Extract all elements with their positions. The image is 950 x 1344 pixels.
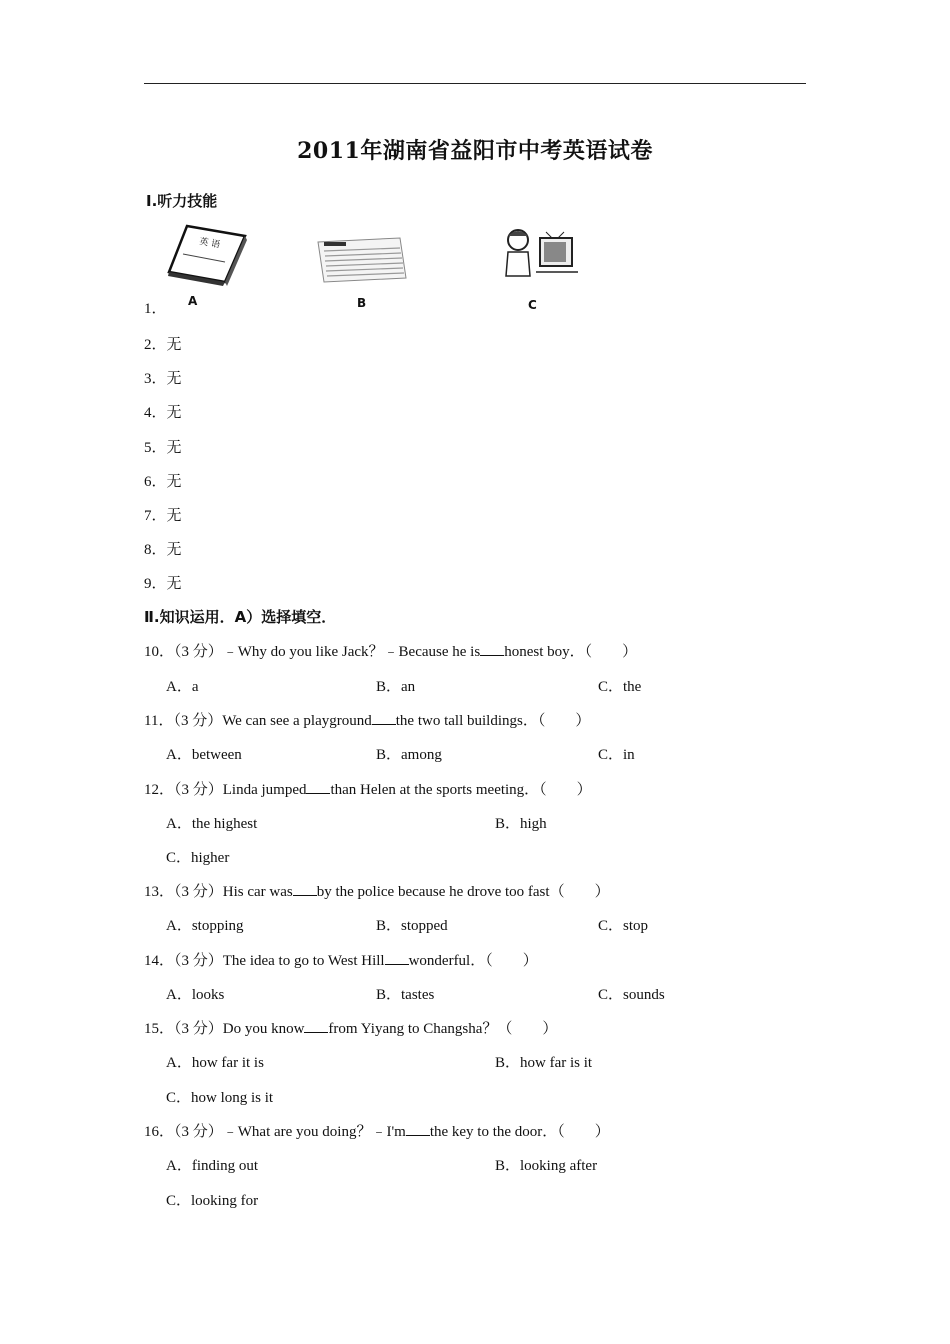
option-c: C．looking for (166, 1193, 259, 1209)
option-b: B．looking after (495, 1158, 598, 1174)
item-number: 6． (144, 474, 167, 490)
answer-blank (480, 641, 504, 656)
question-text-tail: the key to the door．（ ） (429, 1124, 610, 1140)
list-item (144, 538, 182, 559)
list-item (144, 504, 182, 525)
question-text-tail: the two tall buildings．（ ） (395, 713, 591, 729)
svg-text:英 语: 英 语 (198, 237, 221, 251)
question-text: 11．（3 分）We can see a playground (144, 713, 372, 729)
question-13 (144, 880, 610, 901)
book-image (165, 222, 249, 288)
item-number: 2． (144, 337, 167, 353)
tv-viewer-image (500, 226, 580, 282)
item-text: 无 (166, 474, 182, 490)
question-10 (144, 640, 637, 661)
option-b: B．high (495, 816, 547, 832)
question-text: 16．（3 分）﹣What are you doing？﹣I'm (144, 1124, 406, 1140)
question-text-tail: honest boy．（ ） (504, 644, 638, 660)
question-text-tail: wonderful．（ ） (408, 953, 538, 969)
item-number: 9． (144, 576, 167, 592)
list-item (144, 572, 182, 593)
option-a: A．the highest (166, 816, 258, 832)
option-a: A．between (166, 747, 242, 763)
q1-label-a: A (188, 294, 198, 308)
option-b: B．stopped (376, 918, 448, 934)
q1-label-c: C (528, 298, 537, 312)
question-12 (144, 778, 592, 799)
option-a: A．finding out (166, 1158, 259, 1174)
answer-blank (293, 881, 317, 896)
option-c: C．how long is it (166, 1090, 274, 1106)
question-text: 15．（3 分）Do you know (144, 1021, 305, 1037)
item-number: 7． (144, 508, 167, 524)
answer-blank (304, 1018, 328, 1033)
item-text: 无 (166, 337, 182, 353)
option-a: A．looks (166, 987, 225, 1003)
option-a: A．a (166, 679, 199, 695)
option-b: B．tastes (376, 987, 435, 1003)
list-item (144, 401, 182, 422)
page-title: 2011年湖南省益阳市中考英语试卷 (297, 138, 653, 164)
question-16 (144, 1120, 610, 1141)
answer-blank (306, 779, 330, 794)
option-c: C．in (598, 747, 635, 763)
question-text: 10．（3 分）﹣Why do you like Jack？﹣Because he is (144, 644, 481, 660)
question-text-tail: from Yiyang to Changsha？（ ） (328, 1021, 558, 1037)
question-15 (144, 1017, 557, 1038)
item-number: 3． (144, 371, 167, 387)
newspaper-image (316, 236, 408, 284)
option-a: A．how far it is (166, 1055, 264, 1071)
section-knowledge-heading: Ⅱ.知识运用．A）选择填空． (144, 608, 337, 626)
q1-number: 1． (144, 301, 167, 317)
answer-blank (385, 950, 409, 965)
question-text: 12．（3 分）Linda jumped (144, 782, 307, 798)
item-text: 无 (166, 508, 182, 524)
list-item (144, 367, 182, 388)
list-item (144, 436, 182, 457)
option-b: B．among (376, 747, 442, 763)
item-text: 无 (166, 371, 182, 387)
option-b: B．an (376, 679, 416, 695)
question-11 (144, 709, 590, 730)
option-a: A．stopping (166, 918, 244, 934)
list-item (144, 333, 182, 354)
option-c: C．the (598, 679, 642, 695)
option-b: B．how far is it (495, 1055, 593, 1071)
q1-label-b: B (357, 296, 367, 310)
question-text: 13．（3 分）His car was (144, 884, 293, 900)
item-text: 无 (166, 405, 182, 421)
option-c: C．sounds (598, 987, 665, 1003)
item-text: 无 (166, 440, 182, 456)
item-number: 8． (144, 542, 167, 558)
option-c: C．stop (598, 918, 649, 934)
answer-blank (372, 710, 396, 725)
item-number: 4． (144, 405, 167, 421)
list-item (144, 470, 182, 491)
item-text: 无 (166, 576, 182, 592)
option-c: C．higher (166, 850, 230, 866)
question-text-tail: than Helen at the sports meeting．（ ） (330, 782, 592, 798)
header-rule (144, 83, 806, 84)
section-listening-heading: Ⅰ.听力技能 (146, 192, 218, 210)
item-number: 5． (144, 440, 167, 456)
item-text: 无 (166, 542, 182, 558)
question-14 (144, 949, 538, 970)
question-text: 14．（3 分）The idea to go to West Hill (144, 953, 385, 969)
answer-blank (406, 1121, 430, 1136)
question-text-tail: by the police because he drove too fast（ ） (316, 884, 610, 900)
